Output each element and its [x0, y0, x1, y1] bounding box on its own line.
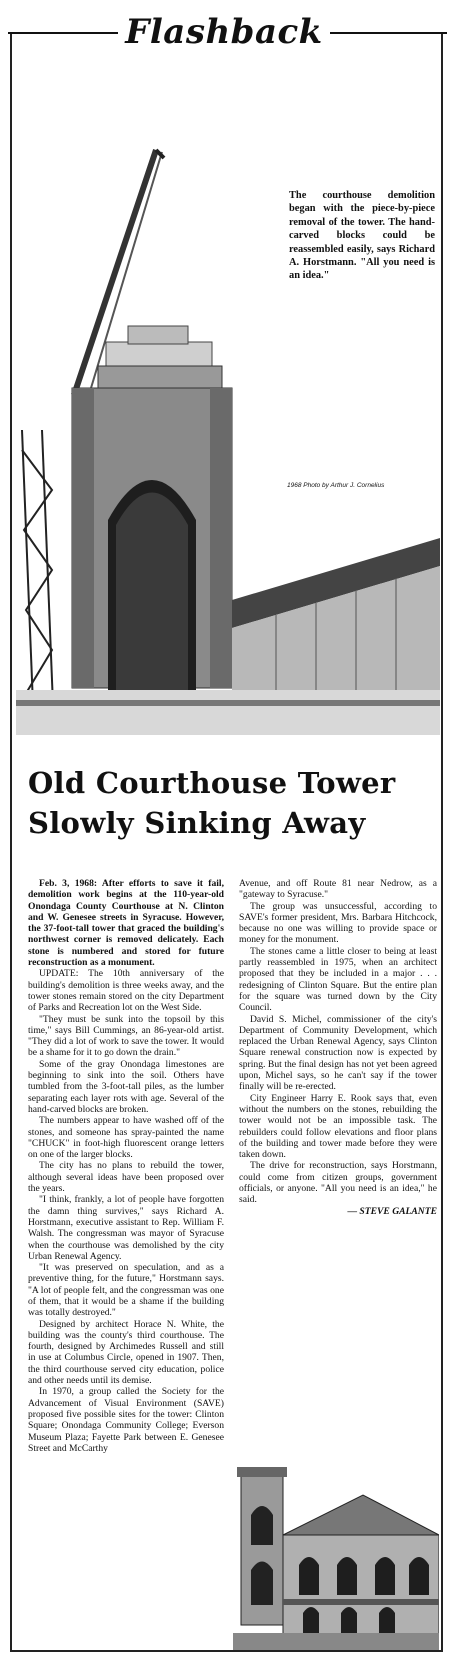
article-paragraph: David S. Michel, commissioner of the city's Department of Community Development, which replaced the Urban Renewal Agency, says Clinton Square renewal construction now is expected by spring. But the final design has not yet been agreed upon, Michel says, so he can't say if the tower finally will be re-erected.	[239, 1013, 437, 1093]
masthead-title: Flashback	[125, 12, 323, 52]
article-paragraph: In 1970, a group called the Society for the Advancement of Visual Environment (SAVE) proposed five possible sites for the tower: Clinton Square; Onondaga Community College; Everson Museum Plaza; Fayette Park between E. Genesee Street and McCarthy	[28, 1386, 224, 1454]
photo-credit: 1968 Photo by Arthur J. Cornelius	[287, 482, 385, 489]
photo-caption: The courthouse demolition began with the piece-by-piece removal of the tower. The hand-carved blocks could be reassembled easily, says Richard A. Horstmann. "All you need is an idea."	[289, 190, 435, 282]
article-paragraph: Designed by architect Horace N. White, the building was the county's third courthouse. The fourth, designed by Archimedes Russell and still in use at Columbus Circle, opened in 1907. Then, the third courthouse served city education, police and other needs until its demise.	[28, 1318, 224, 1387]
article-paragraph: "It was preserved on speculation, and as a preventive thing, for the future," Horstmann says. "A lot of people felt, and the congressman was one of them, that it would be a shame if the building was totally destroyed."	[28, 1262, 224, 1319]
article-byline: — STEVE GALANTE	[347, 1205, 437, 1217]
article-paragraph: The numbers appear to have washed off of the stones, and someone has spray-painted the name "CHUCK" in foot-high fluorescent orange letters on one of the larger blocks.	[28, 1115, 224, 1161]
article-paragraph: "I think, frankly, a lot of people have forgotten the damn thing survives," says Richard A. Horstmann, executive assistant to Rep. William F. Walsh. The congressman was mayor of Syracuse when the courthouse was demolished by the city Urban Renewal Agency.	[28, 1194, 224, 1262]
article-paragraph: City Engineer Harry E. Rook says that, even without the numbers on the stones, rebuilding the tower would not be an impossible task. The rebuilders could follow elevations and floor plans of the building and tower made before they were taken down.	[239, 1092, 437, 1161]
article-paragraph: Some of the gray Onondaga limestones are beginning to sink into the soil. Others have tumbled from the 3-foot-tall piles, as the lumber separating each layer rots with age. Several of the hand-carved blocks are broken.	[28, 1058, 224, 1115]
article-headline: Old Courthouse Tower Slowly Sinking Away	[28, 766, 396, 840]
courthouse-photo	[233, 1455, 439, 1650]
courthouse-illustration	[233, 1455, 439, 1650]
article-column-2	[239, 878, 437, 1217]
article-paragraph: Avenue, and off Route 81 near Nedrow, as a "gateway to Syracuse."	[239, 878, 437, 901]
article-paragraph: UPDATE: The 10th anniversary of the building's demolition is three weeks away, and the tower stones remain stored on the city Department of Parks and Recreation lot on the West Side.	[28, 968, 224, 1014]
article-paragraph: The stones came a little closer to being at least partly reassembled in 1975, when an architect proposed that they be included in a major . . . redesigning of Clinton Square. But the entire plan for the square was turned down by the City Council.	[239, 945, 437, 1014]
article-paragraph: The drive for reconstruction, says Horstmann, could come from citizen groups, government officials, or anyone. "All you need is an idea," he said.	[239, 1160, 437, 1206]
article-lead-paragraph: Feb. 3, 1968: After efforts to save it fail, demolition work begins at the 110-year-old Onondaga County Courthouse at N. Clinton and W. Genesee streets in Syracuse. However, the 37-foot-tall tower that graced the building's northwest corner is removed delicately. Each stone is numbered and stored for future reconstruction as a monument.	[28, 878, 224, 969]
article-paragraph: The group was unsuccessful, according to SAVE's former president, Mrs. Barbara Hitchcock, because no one was willing to provide space or money for the monument.	[239, 900, 437, 946]
article-column-1	[28, 878, 224, 1454]
article-paragraph: The city has no plans to rebuild the tower, although several ideas have been proposed over the years.	[28, 1160, 224, 1195]
article-paragraph: "They must be sunk into the topsoil by this time," says Bill Cummings, an 86-year-old artist. "They did a lot of work to save the tower. It would be a shame for it to go down the drain."	[28, 1013, 224, 1059]
